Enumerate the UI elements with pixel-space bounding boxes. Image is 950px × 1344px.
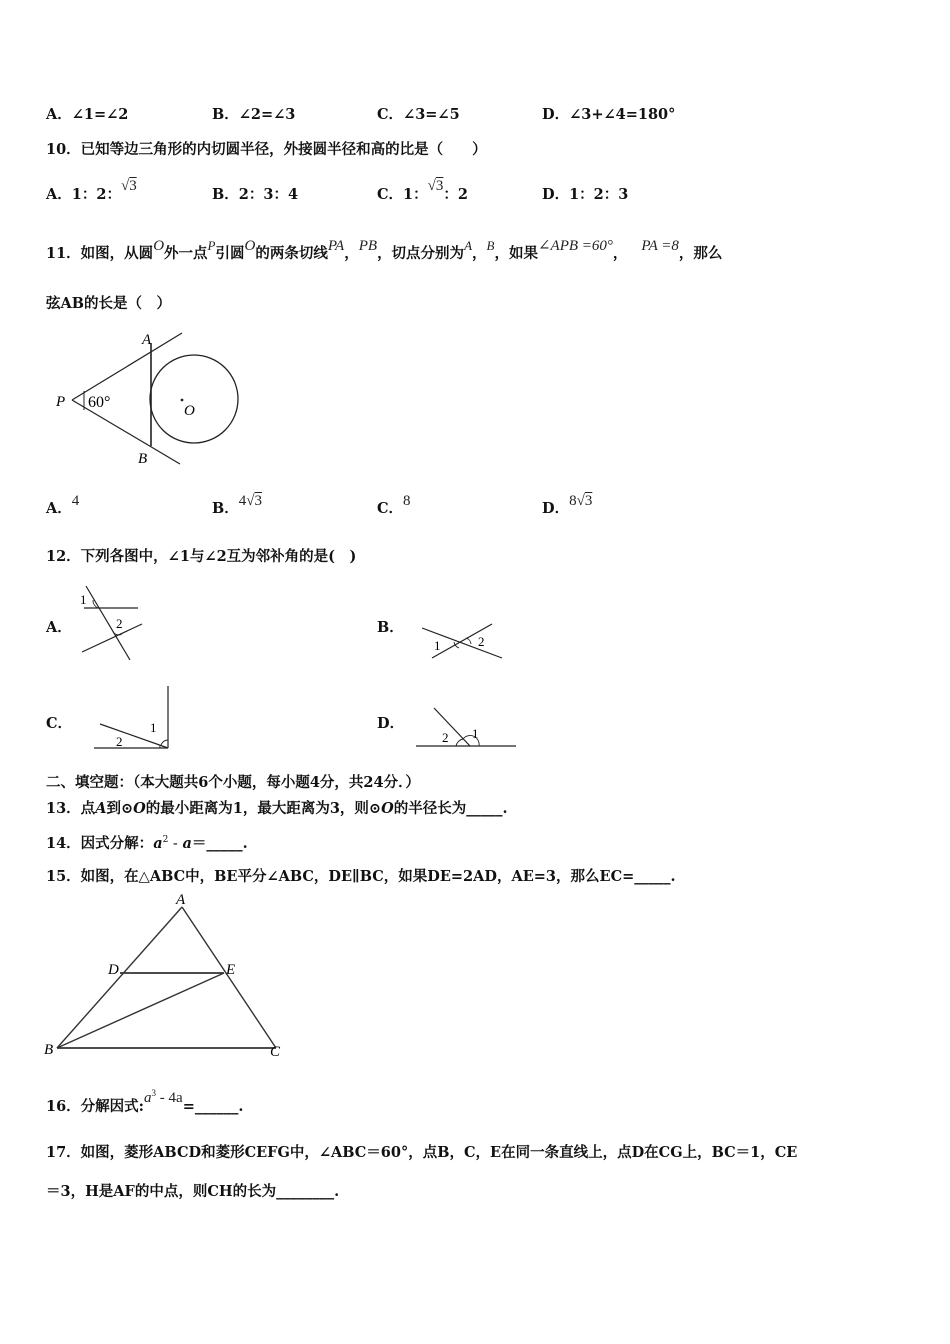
q11-option-b: B．4√3 — [212, 493, 262, 517]
q11-option-a: A．4 — [46, 493, 80, 517]
svg-text:1: 1 — [472, 726, 479, 741]
label-a: A — [142, 332, 152, 348]
q12-figure-c — [90, 684, 174, 752]
q9-option-c: C．∠3=∠5 — [377, 106, 460, 123]
q17-line1: 17．如图，菱形ABCD和菱形CEFG中，∠ABC＝60°，点B，C，E在同一条直线上，点D在CG上，BC＝1，CE — [46, 1144, 798, 1161]
q12-option-a-letter: A． — [46, 619, 72, 636]
q12-option-b-letter: B． — [377, 619, 404, 636]
center-point — [181, 399, 184, 402]
q14: 14．因式分解：$a^2$ - a＝_____. — [46, 835, 248, 852]
svg-text:2: 2 — [116, 616, 123, 631]
q10-stem: 10．已知等边三角形的内切圆半径，外接圆半径和高的比是（ ） — [46, 141, 487, 158]
tangent-pa — [72, 333, 182, 400]
svg-text:D: D — [108, 962, 119, 978]
q10-option-a: A．1：2：√3 — [46, 178, 137, 203]
svg-text:C: C — [270, 1044, 281, 1060]
q12-figure-d — [414, 704, 518, 750]
segment-be — [57, 973, 224, 1048]
label-o: O — [184, 403, 195, 419]
svg-text:1: 1 — [80, 592, 87, 607]
q11-option-d: D．8√3 — [542, 493, 593, 517]
q10-option-b: B．2：3：4 — [212, 186, 299, 203]
label-p: P — [56, 394, 66, 410]
svg-text:1: 1 — [434, 638, 441, 653]
q11-figure — [50, 328, 250, 470]
section2-heading: 二、填空题：（本大题共6个小题，每小题4分，共24分．） — [46, 774, 420, 791]
q17-line2: ＝3，H是AF的中点，则CH的长为________. — [46, 1183, 340, 1200]
side-ab — [57, 907, 182, 1048]
q15-stem: 15．如图，在△ABC中，BE平分∠ABC，DE∥BC，如果DE=2AD，AE=3，那么EC=_____. — [46, 868, 676, 885]
q12-figure-a — [76, 584, 148, 660]
label-b: B — [138, 451, 148, 467]
q10-option-c: C．1：√3：2 — [377, 178, 468, 203]
svg-text:1: 1 — [150, 720, 157, 735]
angle-label: 60° — [88, 394, 111, 411]
q16: 16．分解因式$:a^3$ - 4a=______. — [46, 1088, 244, 1115]
q12-stem: 12．下列各图中，∠1与∠2互为邻补角的是( ) — [46, 548, 357, 565]
q11-option-c: C．8 — [377, 493, 411, 517]
q13: 13．点A到⊙O的最小距离为1，最大距离为3，则⊙O的半径长为_____. — [46, 800, 508, 817]
q11-stem: 11．如图，从圆O外一点P引圆O的两条切线PA，PB，切点分别为A，B，如果∠APB =60°， PA =8，那么 — [46, 238, 723, 262]
q11-stem-line2: 弦AB的长是（ ） — [46, 295, 172, 312]
svg-text:A: A — [176, 892, 186, 908]
q12-figure-b — [418, 620, 504, 662]
q12-option-d-letter: D． — [377, 715, 405, 732]
svg-text:2: 2 — [478, 634, 485, 649]
q10-option-d: D．1：2：3 — [542, 186, 629, 203]
q9-option-a: A．∠1=∠2 — [46, 106, 129, 123]
circle-o — [150, 355, 238, 443]
svg-text:B: B — [44, 1042, 54, 1058]
svg-text:E: E — [226, 962, 236, 978]
q9-option-b: B．∠2=∠3 — [212, 106, 296, 123]
q15-figure — [40, 890, 290, 1062]
q9-option-d: D．∠3+∠4=180° — [542, 106, 676, 123]
svg-text:2: 2 — [116, 734, 123, 749]
svg-text:2: 2 — [442, 730, 449, 745]
q12-option-c-letter: C． — [46, 715, 73, 732]
